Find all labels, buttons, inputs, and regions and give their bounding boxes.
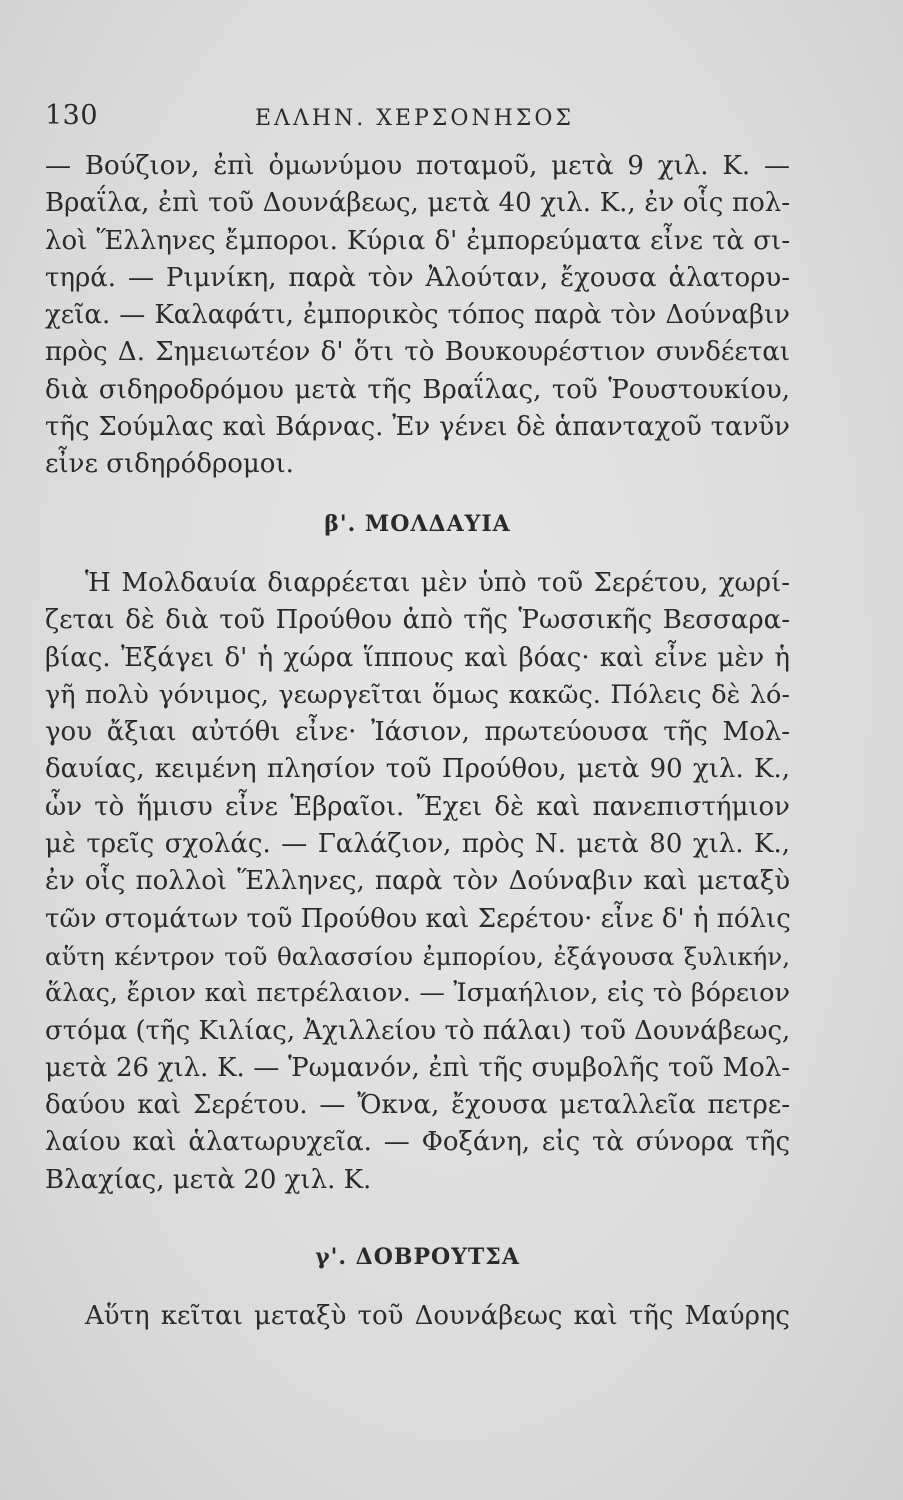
text-line: Αὕτη κεῖται μεταξὺ τοῦ Δουνάβεως καὶ τῆς Μαύρης <box>85 1301 790 1332</box>
text-line: γῆ πολὺ γόνιμος, γεωργεῖται ὅμως κακῶς. Πόλεις δὲ λό- <box>45 679 790 710</box>
text-line: αὕτη κέντρον τοῦ θαλασσίου ἐμπορίου, ἐξάγουσα ξυλικήν, <box>45 941 790 971</box>
text-line: χεῖα. — Καλαφάτι, ἐμπορικὸς τόπος παρὰ τὸν Δούναβιν <box>45 300 790 331</box>
text-line: πρὸς Δ. Σημειωτέον δ' ὅτι τὸ Βουκουρέστιον συνδέεται <box>45 337 790 368</box>
text-line: Βλαχίας, μετὰ 20 χιλ. Κ. <box>45 1164 372 1195</box>
text-line: Ἡ Μολδαυία διαρρέεται μὲν ὑπὸ τοῦ Σερέτου, χωρί- <box>85 567 790 598</box>
paragraph-moldavia <box>45 565 790 1199</box>
text-line: ὧν τὸ ἥμισυ εἶνε Ἑβραῖοι. Ἔχει δὲ καὶ πανεπιστήμιον <box>45 791 790 822</box>
text-line: λαίου καὶ ἁλατωρυχεῖα. — Φοξάνη, εἰς τὰ σύνορα τῆς <box>45 1127 790 1158</box>
page-number: 130 <box>45 100 99 131</box>
text-line: στόμα (τῆς Κιλίας, Ἀχιλλείου τὸ πάλαι) τοῦ Δουνάβεως, <box>45 1015 791 1046</box>
section-heading-dobrudja: γ'. ΔΟΒΡΟΥΤΣΑ <box>315 1244 520 1271</box>
text-line: μετὰ 26 χιλ. Κ. — Ῥωμανόν, ἐπὶ τῆς συμβολῆς τοῦ Μολ- <box>45 1052 790 1083</box>
running-header <box>45 100 835 140</box>
text-line: τῆς Σούμλας καὶ Βάρνας. Ἐν γένει δὲ ἁπανταχοῦ τανῦν <box>45 412 790 443</box>
text-line: εἶνε σιδηρόδρομοι. <box>45 449 294 480</box>
text-line: δαύου καὶ Σερέτου. — Ὄκνα, ἔχουσα μεταλλεῖα πετρε- <box>45 1090 790 1121</box>
running-title: ΕΛΛΗΝ. ΧΕΡΣΟΝΗΣΟΣ <box>255 106 574 131</box>
paragraph-dobrudja <box>45 1298 790 1335</box>
text-line: τηρά. — Ριμνίκη, παρὰ τὸν Ἀλούταν, ἔχουσα ἁλατορυ- <box>45 262 790 293</box>
text-line: δαυίας, κειμένη πλησίον τοῦ Προύθου, μετὰ 90 χιλ. Κ., <box>45 754 790 785</box>
text-line: μὲ τρεῖς σχολάς. — Γαλάζιον, πρὸς Ν. μετὰ 80 χιλ. Κ., <box>45 829 790 860</box>
text-line: Βραΐλα, ἐπὶ τοῦ Δουνάβεως, μετὰ 40 χιλ. Κ., ἐν οἷς πολ- <box>45 188 790 219</box>
text-line: ἅλας, ἔριον καὶ πετρέλαιον. — Ἰσμαήλιον, εἰς τὸ βόρειον <box>45 978 790 1009</box>
page-body <box>45 148 790 1336</box>
text-line: ἐν οἷς πολλοὶ Ἕλληνες, παρὰ τὸν Δούναβιν καὶ μεταξὺ <box>45 866 790 897</box>
text-line: λοὶ Ἕλληνες ἔμποροι. Κύρια δ' ἐμπορεύματα εἶνε τὰ σι- <box>45 225 790 256</box>
text-line: ζεται δὲ διὰ τοῦ Προύθου ἀπὸ τῆς Ῥωσσικῆς Βεσσαρα- <box>45 605 790 636</box>
text-line: — Βούζιον, ἐπὶ ὁμωνύμου ποταμοῦ, μετὰ 9 χιλ. Κ. — <box>45 151 790 181</box>
paragraph-wallachia-cities <box>45 148 790 484</box>
text-line: διὰ σιδηροδρόμου μετὰ τῆς Βραΐλας, τοῦ Ῥουστουκίου, <box>45 374 790 405</box>
section-heading-moldavia: β'. ΜΟΛΔΑΥΙΑ <box>324 510 511 537</box>
text-line: γου ἄξιαι αὐτόθι εἶνε· Ἰάσιον, πρωτεύουσα τῆς Μολ- <box>45 717 790 748</box>
text-line: βίας. Ἐξάγει δ' ἡ χώρα ἵππους καὶ βόας· καὶ εἶνε μὲν ἡ <box>45 642 790 673</box>
text-line: τῶν στομάτων τοῦ Προύθου καὶ Σερέτου· εἶνε δ' ἡ πόλις <box>45 903 791 934</box>
